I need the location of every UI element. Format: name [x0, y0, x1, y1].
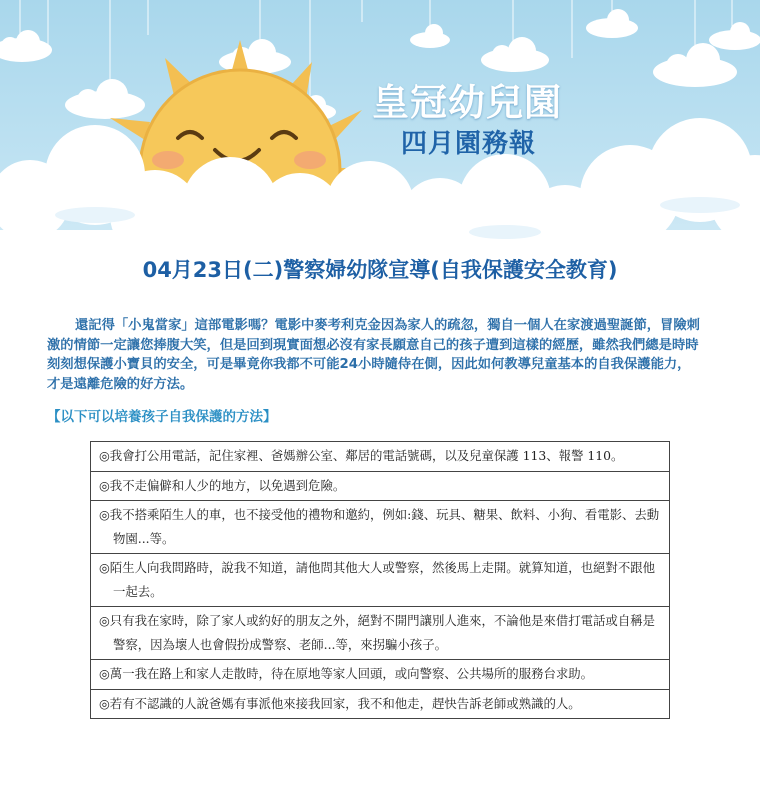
- table-row: [91, 471, 670, 501]
- table-row: [91, 660, 670, 690]
- sky-illustration: [0, 0, 760, 275]
- event-title: 04月23日(二)警察婦幼隊宣導(自我保護安全教育): [142, 258, 618, 282]
- table-row: [91, 689, 670, 719]
- table-row: [91, 554, 670, 607]
- table-row: [91, 501, 670, 554]
- table-row: [91, 607, 670, 660]
- tip-item: ◎只有我在家時，除了家人或約好的朋友之外，絕對不開門讓別人進來，不論他是來借打電話或自稱是警察，因為壞人也會假扮成警察、老師...等，來拐騙小孩子。: [91, 607, 670, 660]
- cloud-bank: [0, 118, 760, 275]
- methods-heading: 【以下可以培養孩子自我保護的方法】: [47, 409, 277, 425]
- school-name: 皇冠幼兒園: [372, 81, 562, 124]
- tips-table: [90, 441, 670, 719]
- intro-paragraph: 還記得「小鬼當家」這部電影嗎？電影中麥考利克金因為家人的疏忽，獨自一個人在家渡過聖誕節，冒險刺激的情節一定讓您捧腹大笑，但是回到現實面想必沒有家長願意自己的孩子遭到這樣的經歷，雖然我們總是時時刻刻想保護小寶貝的安全，可是畢竟你我都不可能24小時隨侍在側，因此如何教導兒童基本的自我保護能力，才是遠離危險的好方法。: [47, 318, 700, 392]
- tip-item: ◎萬一我在路上和家人走散時，待在原地等家人回頭，或向警察、公共場所的服務台求助。: [91, 660, 670, 690]
- tip-item: ◎我不搭乘陌生人的車，也不接受他的禮物和邀約，例如:錢、玩具、糖果、飲料、小狗、看電影、去動物園...等。: [91, 501, 670, 554]
- tip-item: ◎若有不認識的人說爸媽有事派他來接我回家，我不和他走，趕快告訴老師或熟識的人。: [91, 689, 670, 719]
- tip-item: ◎陌生人向我問路時，說我不知道，請他問其他大人或警察，然後馬上走開。就算知道，也絕對不跟他一起去。: [91, 554, 670, 607]
- newsletter-title: 四月園務報: [401, 129, 537, 159]
- tip-item: ◎我會打公用電話，記住家裡、爸媽辦公室、鄰居的電話號碼，以及兒童保護 113、報警 110。: [91, 442, 670, 472]
- table-row: [91, 442, 670, 472]
- header-banner: [0, 0, 760, 275]
- tip-item: ◎我不走偏僻和人少的地方，以免遇到危險。: [91, 471, 670, 501]
